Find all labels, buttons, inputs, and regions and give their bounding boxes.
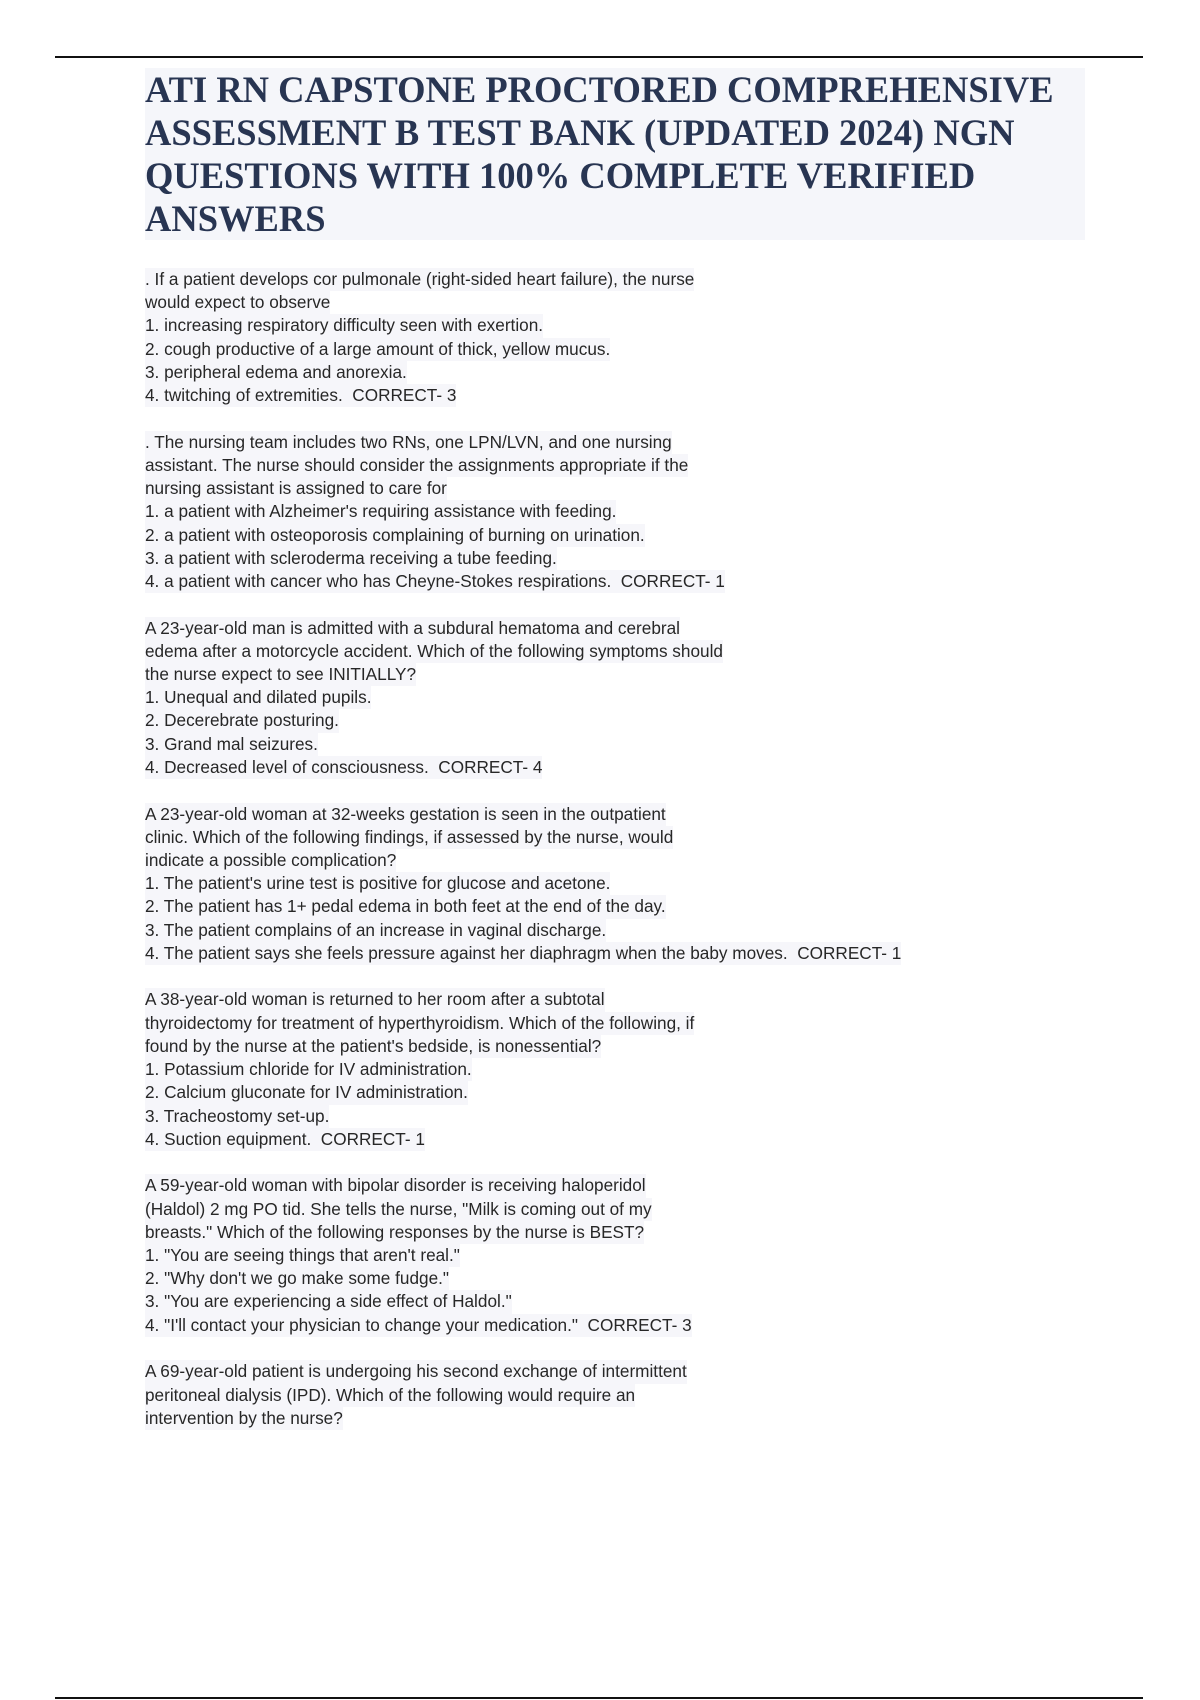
question-stem-line: edema after a motorcycle accident. Which of the following symptoms should [145, 640, 723, 663]
answer-option: 2. Calcium gluconate for IV administration. [145, 1081, 468, 1104]
answer-option: 1. increasing respiratory difficulty seen with exertion. [145, 314, 543, 337]
title-line: QUESTIONS WITH 100% COMPLETE VERIFIED [145, 155, 976, 196]
title-line: ATI RN CAPSTONE PROCTORED COMPREHENSIVE [145, 69, 1054, 110]
question-item [145, 988, 1065, 1150]
question-stem-line: would expect to observe [145, 291, 330, 314]
question-stem-line: nursing assistant is assigned to care for [145, 477, 447, 500]
question-list [145, 268, 1065, 1453]
answer-option: 2. cough productive of a large amount of thick, yellow mucus. [145, 338, 610, 361]
question-stem-line: A 23-year-old woman at 32-weeks gestation is seen in the outpatient [145, 803, 666, 826]
answer-option: 1. Unequal and dilated pupils. [145, 686, 371, 709]
answer-option: 1. Potassium chloride for IV administration. [145, 1058, 472, 1081]
answer-option: 1. The patient's urine test is positive for glucose and acetone. [145, 872, 610, 895]
bottom-rule [55, 1697, 1143, 1699]
question-stem-line: indicate a possible complication? [145, 849, 396, 872]
question-stem-line: peritoneal dialysis (IPD). Which of the following would require an [145, 1384, 635, 1407]
answer-option: 2. a patient with osteoporosis complaining of burning on urination. [145, 524, 645, 547]
question-stem-line: found by the nurse at the patient's bedside, is nonessential? [145, 1035, 601, 1058]
question-stem-line: . The nursing team includes two RNs, one LPN/LVN, and one nursing [145, 431, 672, 454]
question-item [145, 431, 1065, 593]
question-stem-line: A 69-year-old patient is undergoing his second exchange of intermittent [145, 1360, 687, 1383]
question-stem-line: the nurse expect to see INITIALLY? [145, 663, 416, 686]
answer-option: 4. Decreased level of consciousness. CORRECT- 4 [145, 756, 542, 779]
question-stem-line: breasts." Which of the following responses by the nurse is BEST? [145, 1221, 644, 1244]
answer-option: 3. The patient complains of an increase in vaginal discharge. [145, 919, 606, 942]
answer-option: 4. twitching of extremities. CORRECT- 3 [145, 384, 456, 407]
question-stem-line: clinic. Which of the following findings, if assessed by the nurse, would [145, 826, 673, 849]
question-stem-line: A 38-year-old woman is returned to her room after a subtotal [145, 988, 605, 1011]
question-item [145, 1174, 1065, 1336]
answer-option: 4. "I'll contact your physician to change your medication." CORRECT- 3 [145, 1314, 692, 1337]
title-line: ANSWERS [145, 198, 326, 239]
answer-option: 3. "You are experiencing a side effect of Haldol." [145, 1290, 512, 1313]
question-stem-line: thyroidectomy for treatment of hyperthyroidism. Which of the following, if [145, 1012, 694, 1035]
answer-option: 3. peripheral edema and anorexia. [145, 361, 407, 384]
answer-option: 3. Grand mal seizures. [145, 733, 318, 756]
question-stem-line: intervention by the nurse? [145, 1407, 343, 1430]
answer-option: 4. The patient says she feels pressure against her diaphragm when the baby moves. CORRECT- 1 [145, 942, 901, 965]
answer-option: 2. The patient has 1+ pedal edema in both feet at the end of the day. [145, 895, 666, 918]
answer-option: 2. Decerebrate posturing. [145, 709, 339, 732]
document-title [145, 68, 1085, 240]
answer-option: 4. a patient with cancer who has Cheyne-Stokes respirations. CORRECT- 1 [145, 570, 725, 593]
question-stem-line: assistant. The nurse should consider the assignments appropriate if the [145, 454, 688, 477]
answer-option: 2. "Why don't we go make some fudge." [145, 1267, 449, 1290]
answer-option: 1. a patient with Alzheimer's requiring assistance with feeding. [145, 500, 616, 523]
answer-option: 4. Suction equipment. CORRECT- 1 [145, 1128, 425, 1151]
question-stem-line: A 59-year-old woman with bipolar disorder is receiving haloperidol [145, 1174, 646, 1197]
answer-option: 3. Tracheostomy set-up. [145, 1105, 329, 1128]
question-stem-line: (Haldol) 2 mg PO tid. She tells the nurse, "Milk is coming out of my [145, 1198, 652, 1221]
question-item [145, 617, 1065, 779]
question-item [145, 268, 1065, 407]
question-item [145, 803, 1065, 965]
answer-option: 3. a patient with scleroderma receiving a tube feeding. [145, 547, 557, 570]
question-stem-line: . If a patient develops cor pulmonale (right-sided heart failure), the nurse [145, 268, 694, 291]
question-stem-line: A 23-year-old man is admitted with a subdural hematoma and cerebral [145, 617, 680, 640]
title-line: ASSESSMENT B TEST BANK (UPDATED 2024) NGN [145, 112, 1015, 153]
question-item [145, 1360, 1065, 1430]
answer-option: 1. "You are seeing things that aren't real." [145, 1244, 460, 1267]
top-rule [55, 56, 1143, 58]
